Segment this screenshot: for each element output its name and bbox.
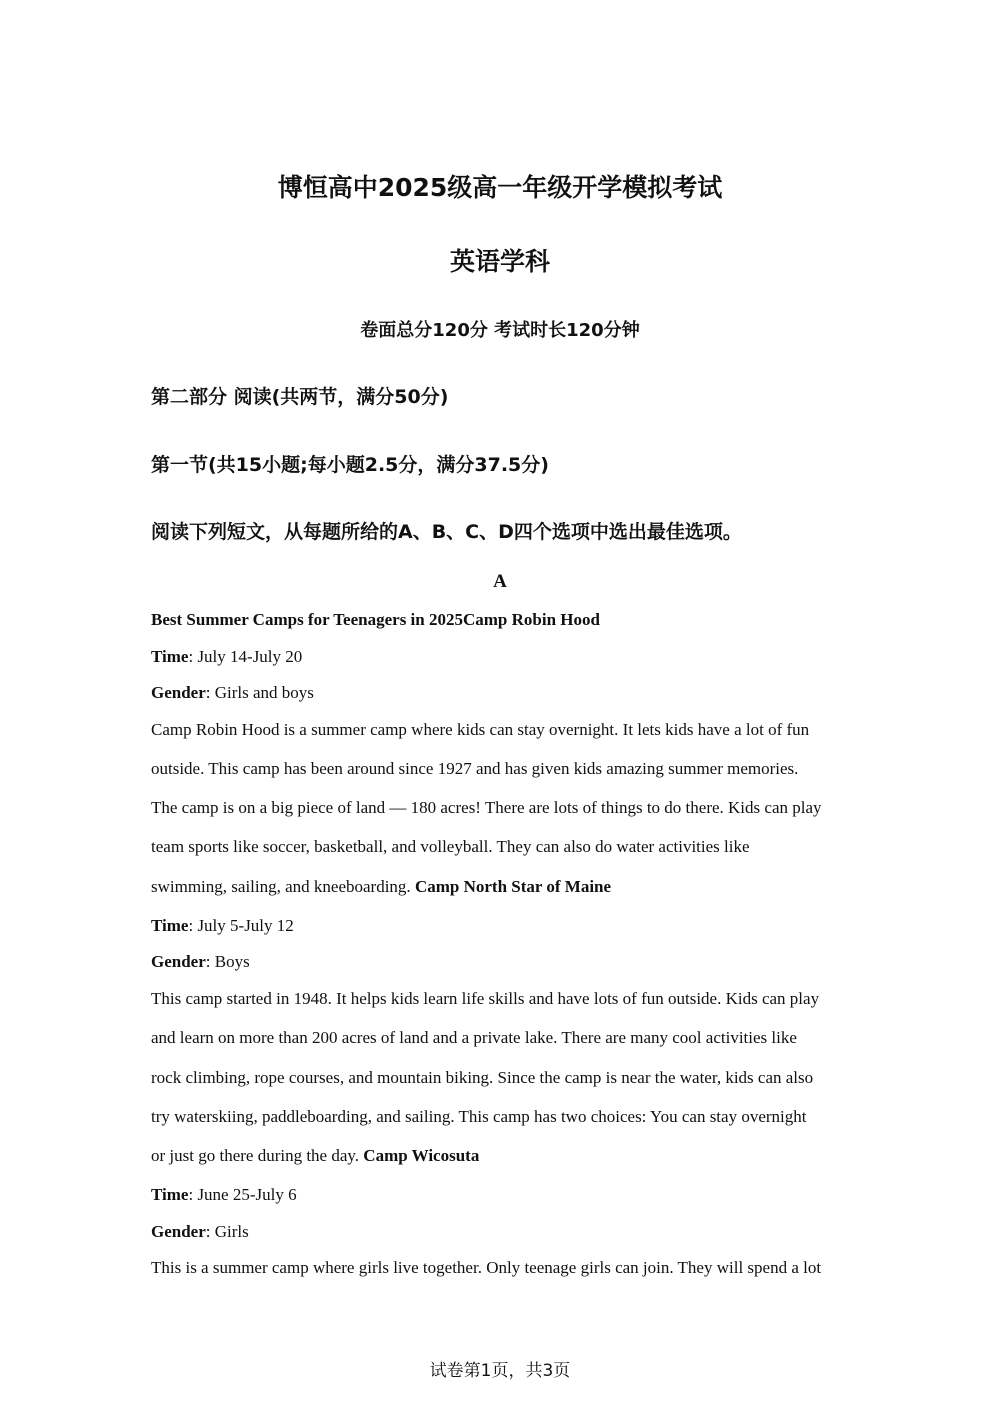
passage-label: A [493, 571, 507, 592]
part-heading: 第二部分 阅读(共两节，满分50分) [151, 386, 449, 408]
score-info: 卷面总分120分 考试时长120分钟 [360, 320, 640, 341]
paragraph-line: team sports like soccer, basketball, and volleyball. They can also do water activities like [151, 837, 750, 857]
paragraph-line [151, 1142, 851, 1181]
paragraph-line: and learn on more than 200 acres of land and a private lake. There are many cool activities like [151, 1028, 797, 1048]
gender-value: : Boys [205, 952, 250, 972]
camp-name: Camp Wicosuta [363, 1146, 480, 1166]
gender-value: : Girls [205, 1221, 249, 1241]
paragraph-line: The camp is on a big piece of land — 180 acres! There are lots of things to do there. Kids can play [151, 798, 822, 818]
instruction-text: 阅读下列短文，从每题所给的A、B、C、D四个选项中选出最佳选项。 [151, 521, 742, 543]
exam-title: 博恒高中2025级高一年级开学模拟考试 [277, 173, 723, 202]
paragraph-text: swimming, sailing, and kneeboarding. [151, 876, 415, 896]
time-label: Time [151, 646, 189, 666]
passage-body [151, 606, 851, 1294]
paragraph-line: rock climbing, rope courses, and mountain biking. Since the camp is near the water, kids can also [151, 1067, 814, 1087]
paragraph-line: outside. This camp has been around since 1927 and has given kids amazing summer memories. [151, 758, 799, 778]
time-value: : July 5-July 12 [188, 915, 294, 935]
time-value: : June 25-July 6 [188, 1185, 297, 1205]
camp2-time [151, 912, 851, 949]
time-label: Time [151, 915, 189, 935]
paragraph-text: or just go there during the day. [151, 1146, 364, 1166]
gender-label: Gender [151, 683, 206, 702]
passage-heading: Best Summer Camps for Teenagers in 2025Camp Robin Hood [151, 610, 600, 629]
paragraph-line [151, 873, 851, 912]
paragraph-line: try waterskiing, paddleboarding, and sailing. This camp has two choices: You can stay overnight [151, 1106, 807, 1126]
page-footer: 试卷第1页，共3页 [429, 1361, 571, 1381]
gender-label: Gender [151, 952, 206, 972]
camp1-gender [151, 679, 851, 716]
paragraph-line: Camp Robin Hood is a summer camp where kids can stay overnight. It lets kids have a lot of fun [151, 719, 810, 739]
subsection-heading: 第一节(共15小题;每小题2.5分，满分37.5分) [151, 454, 549, 476]
camp1-time [151, 643, 851, 680]
camp3-time [151, 1181, 851, 1218]
time-label: Time [151, 1185, 189, 1205]
paragraph-line: This camp started in 1948. It helps kids learn life skills and have lots of fun outside. Kids can play [151, 988, 820, 1008]
camp-name: Camp North Star of Maine [414, 876, 612, 896]
camp2-gender [151, 948, 851, 985]
subject-title: 英语学科 [449, 247, 550, 276]
gender-label: Gender [151, 1221, 206, 1241]
camp3-gender [151, 1218, 851, 1255]
paragraph-line: This is a summer camp where girls live together. Only teenage girls can join. They will spend a lot [151, 1258, 822, 1278]
time-value: : July 14-July 20 [188, 646, 303, 666]
gender-value: : Girls and boys [205, 683, 314, 702]
